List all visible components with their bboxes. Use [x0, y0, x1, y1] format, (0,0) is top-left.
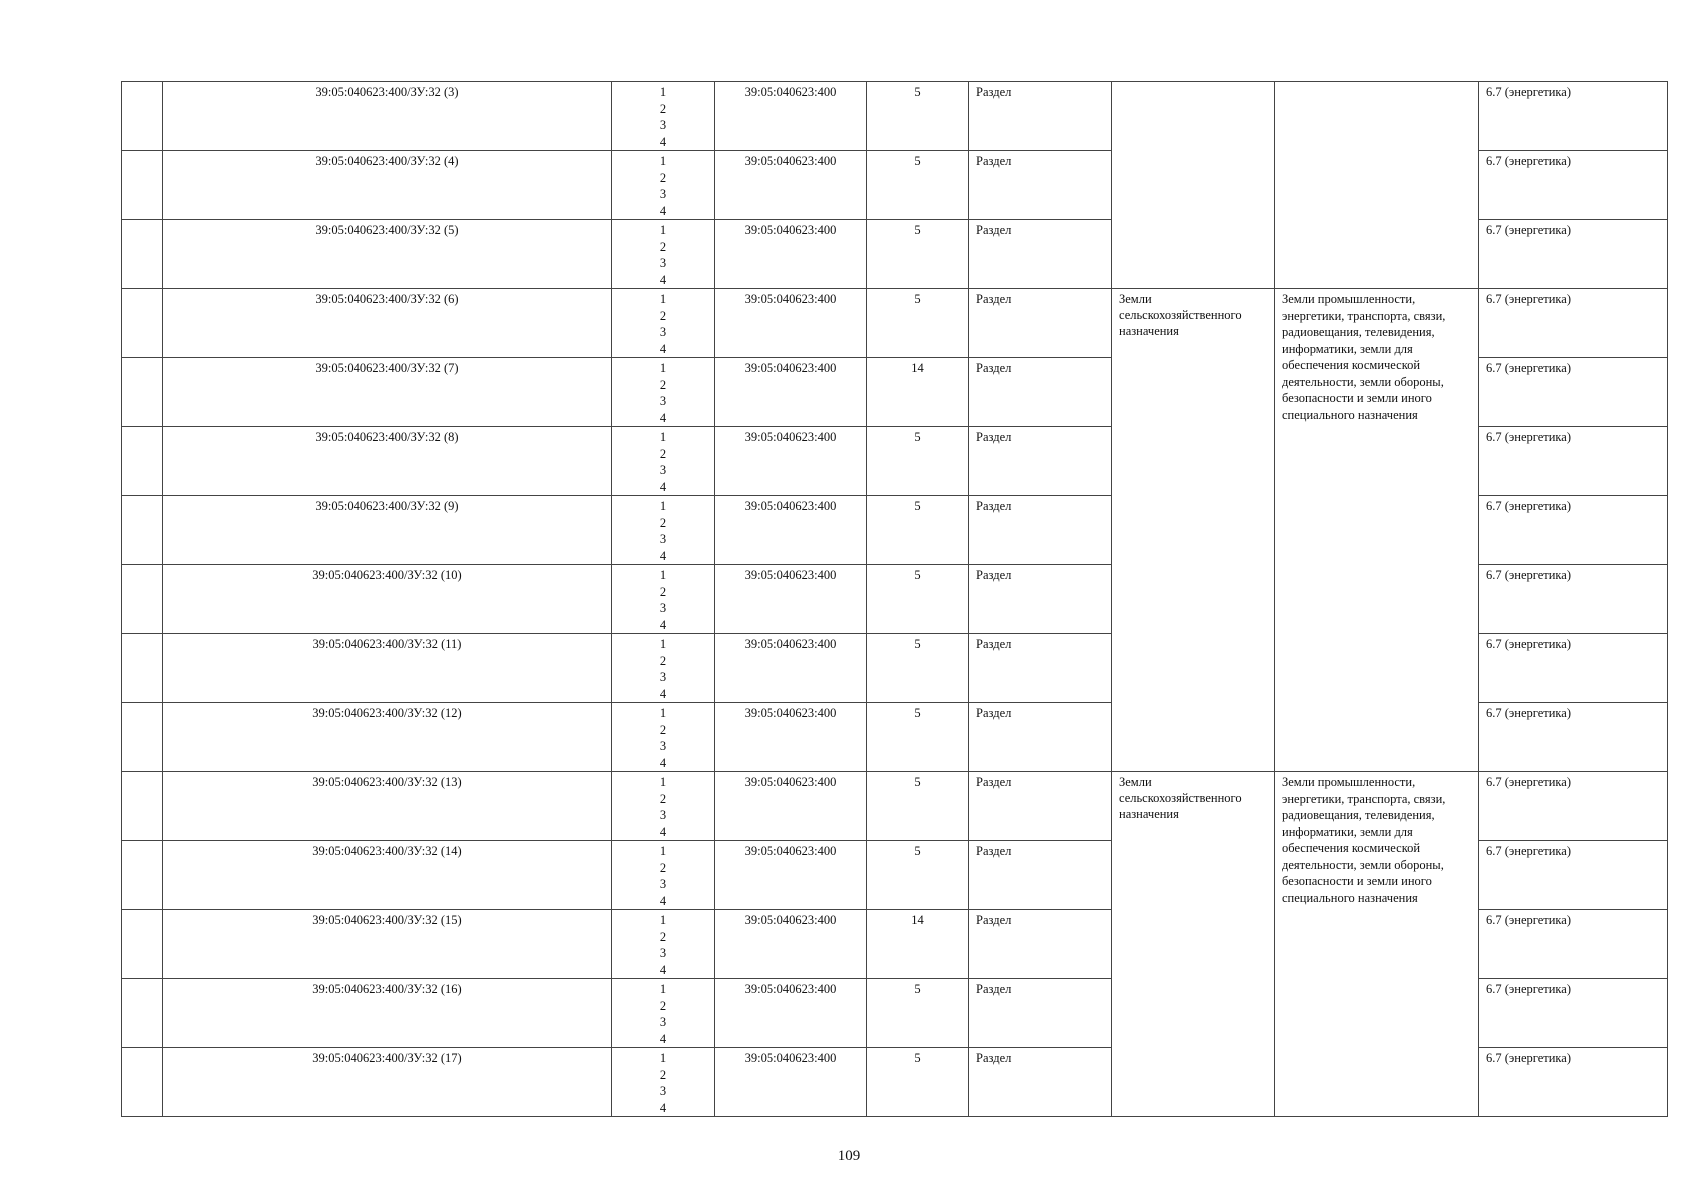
number-cell: 5: [867, 634, 969, 703]
permitted-use-cell: 6.7 (энергетика): [1479, 703, 1668, 772]
row-index-cell: [122, 220, 163, 289]
parent-plot-cell: 39:05:040623:400: [715, 565, 867, 634]
category-from-cell: Земли сельскохозяйственного назначения: [1112, 289, 1275, 772]
parent-plot-cell: 39:05:040623:400: [715, 427, 867, 496]
parts-cell: 1 2 3 4: [612, 82, 715, 151]
number-cell: 5: [867, 82, 969, 151]
permitted-use-cell: 6.7 (энергетика): [1479, 151, 1668, 220]
row-index-cell: [122, 565, 163, 634]
parts-cell: 1 2 3 4: [612, 703, 715, 772]
plot-designation-cell: 39:05:040623:400/ЗУ:32 (10): [163, 565, 612, 634]
parts-cell: 1 2 3 4: [612, 772, 715, 841]
plot-designation-cell: 39:05:040623:400/ЗУ:32 (4): [163, 151, 612, 220]
parts-cell: 1 2 3 4: [612, 358, 715, 427]
permitted-use-cell: 6.7 (энергетика): [1479, 772, 1668, 841]
plot-designation-cell: 39:05:040623:400/ЗУ:32 (5): [163, 220, 612, 289]
permitted-use-cell: 6.7 (энергетика): [1479, 1048, 1668, 1117]
plot-designation-cell: 39:05:040623:400/ЗУ:32 (16): [163, 979, 612, 1048]
parts-cell: 1 2 3 4: [612, 289, 715, 358]
parent-plot-cell: 39:05:040623:400: [715, 772, 867, 841]
category-from-cell: [1112, 82, 1275, 289]
row-index-cell: [122, 1048, 163, 1117]
number-cell: 5: [867, 772, 969, 841]
row-index-cell: [122, 496, 163, 565]
row-index-cell: [122, 82, 163, 151]
category-from-cell: Земли сельскохозяйственного назначения: [1112, 772, 1275, 1117]
row-index-cell: [122, 427, 163, 496]
parent-plot-cell: 39:05:040623:400: [715, 634, 867, 703]
permitted-use-cell: 6.7 (энергетика): [1479, 427, 1668, 496]
parent-plot-cell: 39:05:040623:400: [715, 220, 867, 289]
number-cell: 14: [867, 910, 969, 979]
formation-method-cell: Раздел: [969, 634, 1112, 703]
number-cell: 14: [867, 358, 969, 427]
permitted-use-cell: 6.7 (энергетика): [1479, 289, 1668, 358]
formation-method-cell: Раздел: [969, 1048, 1112, 1117]
row-index-cell: [122, 289, 163, 358]
category-to-cell: Земли промышленности, энергетики, транспорта, связи, радиовещания, телевидения, информатики, земли для обеспечения космической деятельности, земли обороны, безопасности и земли иного специального назначения: [1275, 289, 1479, 772]
row-index-cell: [122, 358, 163, 427]
parent-plot-cell: 39:05:040623:400: [715, 979, 867, 1048]
formation-method-cell: Раздел: [969, 289, 1112, 358]
number-cell: 5: [867, 289, 969, 358]
formation-method-cell: Раздел: [969, 565, 1112, 634]
plot-designation-cell: 39:05:040623:400/ЗУ:32 (11): [163, 634, 612, 703]
table-row: [122, 289, 1668, 358]
formation-method-cell: Раздел: [969, 772, 1112, 841]
formation-method-cell: Раздел: [969, 427, 1112, 496]
number-cell: 5: [867, 496, 969, 565]
parent-plot-cell: 39:05:040623:400: [715, 1048, 867, 1117]
permitted-use-cell: 6.7 (энергетика): [1479, 910, 1668, 979]
permitted-use-cell: 6.7 (энергетика): [1479, 841, 1668, 910]
row-index-cell: [122, 634, 163, 703]
parts-cell: 1 2 3 4: [612, 427, 715, 496]
number-cell: 5: [867, 841, 969, 910]
parent-plot-cell: 39:05:040623:400: [715, 703, 867, 772]
table-body: [122, 82, 1668, 1117]
parts-cell: 1 2 3 4: [612, 220, 715, 289]
parent-plot-cell: 39:05:040623:400: [715, 289, 867, 358]
plot-designation-cell: 39:05:040623:400/ЗУ:32 (15): [163, 910, 612, 979]
formation-method-cell: Раздел: [969, 220, 1112, 289]
row-index-cell: [122, 703, 163, 772]
plot-designation-cell: 39:05:040623:400/ЗУ:32 (6): [163, 289, 612, 358]
number-cell: 5: [867, 565, 969, 634]
land-plots-table: [121, 81, 1668, 1117]
formation-method-cell: Раздел: [969, 979, 1112, 1048]
parent-plot-cell: 39:05:040623:400: [715, 82, 867, 151]
parts-cell: 1 2 3 4: [612, 496, 715, 565]
parts-cell: 1 2 3 4: [612, 634, 715, 703]
parent-plot-cell: 39:05:040623:400: [715, 496, 867, 565]
formation-method-cell: Раздел: [969, 358, 1112, 427]
table-row: [122, 82, 1668, 151]
formation-method-cell: Раздел: [969, 910, 1112, 979]
permitted-use-cell: 6.7 (энергетика): [1479, 979, 1668, 1048]
plot-designation-cell: 39:05:040623:400/ЗУ:32 (9): [163, 496, 612, 565]
formation-method-cell: Раздел: [969, 151, 1112, 220]
formation-method-cell: Раздел: [969, 703, 1112, 772]
page-number: 109: [837, 1148, 861, 1164]
row-index-cell: [122, 979, 163, 1048]
number-cell: 5: [867, 703, 969, 772]
category-to-cell: [1275, 82, 1479, 289]
parts-cell: 1 2 3 4: [612, 979, 715, 1048]
row-index-cell: [122, 910, 163, 979]
number-cell: 5: [867, 220, 969, 289]
plot-designation-cell: 39:05:040623:400/ЗУ:32 (17): [163, 1048, 612, 1117]
row-index-cell: [122, 841, 163, 910]
permitted-use-cell: 6.7 (энергетика): [1479, 565, 1668, 634]
table-row: [122, 772, 1668, 841]
permitted-use-cell: 6.7 (энергетика): [1479, 634, 1668, 703]
parts-cell: 1 2 3 4: [612, 1048, 715, 1117]
plot-designation-cell: 39:05:040623:400/ЗУ:32 (7): [163, 358, 612, 427]
plot-designation-cell: 39:05:040623:400/ЗУ:32 (8): [163, 427, 612, 496]
parent-plot-cell: 39:05:040623:400: [715, 151, 867, 220]
parent-plot-cell: 39:05:040623:400: [715, 910, 867, 979]
number-cell: 5: [867, 1048, 969, 1117]
permitted-use-cell: 6.7 (энергетика): [1479, 496, 1668, 565]
parts-cell: 1 2 3 4: [612, 151, 715, 220]
parts-cell: 1 2 3 4: [612, 910, 715, 979]
parts-cell: 1 2 3 4: [612, 565, 715, 634]
formation-method-cell: Раздел: [969, 841, 1112, 910]
number-cell: 5: [867, 427, 969, 496]
category-to-cell: Земли промышленности, энергетики, транспорта, связи, радиовещания, телевидения, информатики, земли для обеспечения космической деятельности, земли обороны, безопасности и земли иного специального назначения: [1275, 772, 1479, 1117]
plot-designation-cell: 39:05:040623:400/ЗУ:32 (14): [163, 841, 612, 910]
permitted-use-cell: 6.7 (энергетика): [1479, 358, 1668, 427]
row-index-cell: [122, 151, 163, 220]
plot-designation-cell: 39:05:040623:400/ЗУ:32 (13): [163, 772, 612, 841]
formation-method-cell: Раздел: [969, 82, 1112, 151]
permitted-use-cell: 6.7 (энергетика): [1479, 220, 1668, 289]
parts-cell: 1 2 3 4: [612, 841, 715, 910]
number-cell: 5: [867, 151, 969, 220]
parent-plot-cell: 39:05:040623:400: [715, 358, 867, 427]
plot-designation-cell: 39:05:040623:400/ЗУ:32 (12): [163, 703, 612, 772]
formation-method-cell: Раздел: [969, 496, 1112, 565]
parent-plot-cell: 39:05:040623:400: [715, 841, 867, 910]
permitted-use-cell: 6.7 (энергетика): [1479, 82, 1668, 151]
row-index-cell: [122, 772, 163, 841]
number-cell: 5: [867, 979, 969, 1048]
plot-designation-cell: 39:05:040623:400/ЗУ:32 (3): [163, 82, 612, 151]
